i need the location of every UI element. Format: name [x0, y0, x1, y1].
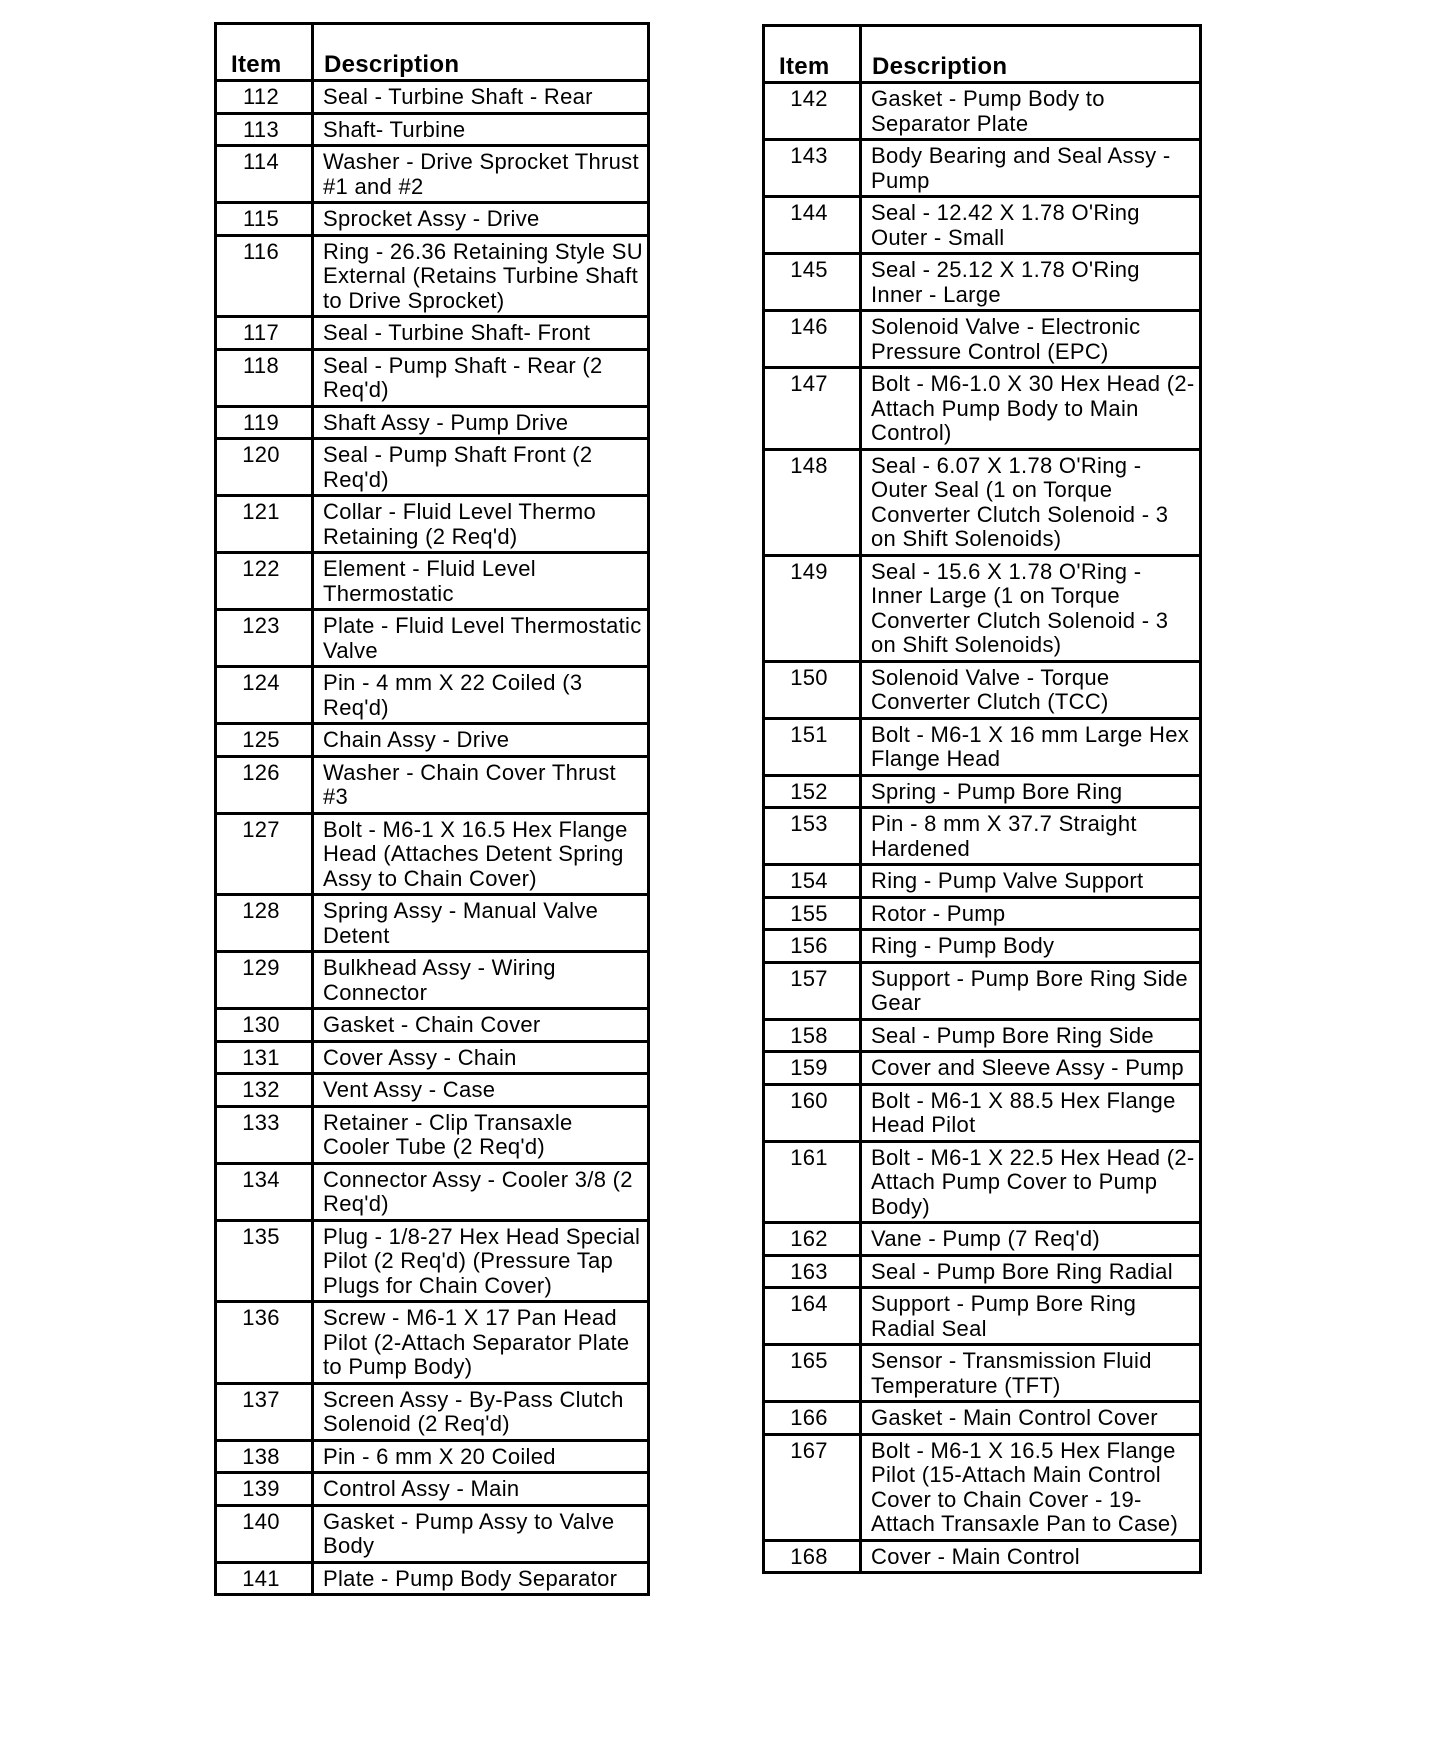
item-description: Cover Assy - Chain [313, 1041, 649, 1074]
table-row [764, 808, 1201, 865]
parts-table-left [214, 22, 650, 1596]
item-number: 141 [216, 1562, 313, 1595]
table-row [764, 368, 1201, 450]
item-number: 155 [764, 897, 861, 930]
item-description: Body Bearing and Seal Assy - Pump [861, 140, 1201, 197]
table-row [764, 1084, 1201, 1141]
item-number: 120 [216, 439, 313, 496]
parts-table-right [762, 24, 1202, 1574]
item-description: Solenoid Valve - Torque Converter Clutch (TCC) [861, 661, 1201, 718]
table-row [764, 661, 1201, 718]
item-description: Plug - 1/8-27 Hex Head Special Pilot (2 Req'd) (Pressure Tap Plugs for Chain Cover) [313, 1220, 649, 1302]
item-number: 136 [216, 1302, 313, 1384]
item-description: Screw - M6-1 X 17 Pan Head Pilot (2-Attach Separator Plate to Pump Body) [313, 1302, 649, 1384]
item-description: Ring - Pump Body [861, 930, 1201, 963]
item-number: 113 [216, 113, 313, 146]
table-row [764, 1402, 1201, 1435]
item-number: 125 [216, 724, 313, 757]
item-number: 115 [216, 203, 313, 236]
table-row [216, 1106, 649, 1163]
table-row [764, 555, 1201, 661]
table-row [764, 897, 1201, 930]
item-description: Rotor - Pump [861, 897, 1201, 930]
table-row [764, 1052, 1201, 1085]
table-row [216, 113, 649, 146]
item-number: 114 [216, 146, 313, 203]
item-number: 161 [764, 1141, 861, 1223]
item-number: 143 [764, 140, 861, 197]
table-row [216, 1302, 649, 1384]
item-number: 148 [764, 449, 861, 555]
item-description: Seal - 25.12 X 1.78 O'Ring Inner - Large [861, 254, 1201, 311]
item-description: Seal - Turbine Shaft- Front [313, 317, 649, 350]
item-description: Washer - Chain Cover Thrust #3 [313, 756, 649, 813]
table-row [764, 1223, 1201, 1256]
item-number: 151 [764, 718, 861, 775]
item-description: Solenoid Valve - Electronic Pressure Control (EPC) [861, 311, 1201, 368]
table-row [216, 1009, 649, 1042]
table-row [764, 1255, 1201, 1288]
table-row [216, 610, 649, 667]
item-number: 165 [764, 1345, 861, 1402]
item-description: Retainer - Clip Transaxle Cooler Tube (2 Req'd) [313, 1106, 649, 1163]
item-number: 117 [216, 317, 313, 350]
table-row [764, 930, 1201, 963]
item-number: 152 [764, 775, 861, 808]
item-description: Seal - 6.07 X 1.78 O'Ring - Outer Seal (1 on Torque Converter Clutch Solenoid - 3 on Shift Solenoids) [861, 449, 1201, 555]
item-description: Bolt - M6-1 X 22.5 Hex Head (2-Attach Pump Cover to Pump Body) [861, 1141, 1201, 1223]
item-description: Sensor - Transmission Fluid Temperature (TFT) [861, 1345, 1201, 1402]
item-number: 135 [216, 1220, 313, 1302]
table-row [216, 1505, 649, 1562]
item-description: Connector Assy - Cooler 3/8 (2 Req'd) [313, 1163, 649, 1220]
item-description: Control Assy - Main [313, 1473, 649, 1506]
item-number: 147 [764, 368, 861, 450]
item-description: Chain Assy - Drive [313, 724, 649, 757]
table-row [216, 1473, 649, 1506]
item-description: Support - Pump Bore Ring Side Gear [861, 962, 1201, 1019]
item-number: 133 [216, 1106, 313, 1163]
item-number: 118 [216, 349, 313, 406]
table-row [216, 1562, 649, 1595]
header-row [216, 24, 649, 81]
parts-table-body [216, 81, 649, 1595]
table-row [216, 756, 649, 813]
item-description: Seal - Pump Bore Ring Radial [861, 1255, 1201, 1288]
item-description: Bolt - M6-1 X 16.5 Hex Flange Pilot (15-Attach Main Control Cover to Chain Cover - 19-Attach Transaxle Pan to Case) [861, 1434, 1201, 1540]
item-description: Collar - Fluid Level Thermo Retaining (2 Req'd) [313, 496, 649, 553]
item-description: Spring Assy - Manual Valve Detent [313, 895, 649, 952]
table-row [216, 667, 649, 724]
item-number: 121 [216, 496, 313, 553]
item-description: Bolt - M6-1 X 16 mm Large Hex Flange Head [861, 718, 1201, 775]
item-number: 162 [764, 1223, 861, 1256]
item-description: Cover - Main Control [861, 1540, 1201, 1573]
item-number: 134 [216, 1163, 313, 1220]
item-number: 123 [216, 610, 313, 667]
item-description: Gasket - Pump Assy to Valve Body [313, 1505, 649, 1562]
item-number: 146 [764, 311, 861, 368]
item-description: Bolt - M6-1 X 88.5 Hex Flange Head Pilot [861, 1084, 1201, 1141]
item-number: 116 [216, 235, 313, 317]
item-number: 159 [764, 1052, 861, 1085]
column-header-description: Description [313, 24, 649, 81]
table-row [216, 81, 649, 114]
table-row [216, 1383, 649, 1440]
table-row [764, 718, 1201, 775]
item-description: Washer - Drive Sprocket Thrust #1 and #2 [313, 146, 649, 203]
item-description: Sprocket Assy - Drive [313, 203, 649, 236]
table-row [764, 865, 1201, 898]
item-description: Pin - 8 mm X 37.7 Straight Hardened [861, 808, 1201, 865]
table-row [216, 496, 649, 553]
item-number: 166 [764, 1402, 861, 1435]
item-number: 138 [216, 1440, 313, 1473]
item-number: 124 [216, 667, 313, 724]
item-description: Ring - 26.36 Retaining Style SU External (Retains Turbine Shaft to Drive Sprocket) [313, 235, 649, 317]
item-description: Gasket - Pump Body to Separator Plate [861, 83, 1201, 140]
item-number: 156 [764, 930, 861, 963]
item-description: Shaft Assy - Pump Drive [313, 406, 649, 439]
item-description: Vent Assy - Case [313, 1074, 649, 1107]
item-description: Support - Pump Bore Ring Radial Seal [861, 1288, 1201, 1345]
item-number: 154 [764, 865, 861, 898]
item-description: Bolt - M6-1.0 X 30 Hex Head (2-Attach Pump Body to Main Control) [861, 368, 1201, 450]
item-number: 144 [764, 197, 861, 254]
table-row [764, 254, 1201, 311]
item-number: 164 [764, 1288, 861, 1345]
item-description: Cover and Sleeve Assy - Pump [861, 1052, 1201, 1085]
table-row [216, 553, 649, 610]
item-description: Plate - Fluid Level Thermostatic Valve [313, 610, 649, 667]
table-row [764, 449, 1201, 555]
table-row [216, 952, 649, 1009]
table-row [764, 1345, 1201, 1402]
column-header-item: Item [764, 26, 861, 83]
item-number: 130 [216, 1009, 313, 1042]
table-row [216, 235, 649, 317]
item-number: 158 [764, 1019, 861, 1052]
item-number: 140 [216, 1505, 313, 1562]
item-description: Seal - Turbine Shaft - Rear [313, 81, 649, 114]
table-row [216, 1440, 649, 1473]
item-description: Shaft- Turbine [313, 113, 649, 146]
table-row [216, 895, 649, 952]
table-row [216, 146, 649, 203]
item-number: 126 [216, 756, 313, 813]
header-row [764, 26, 1201, 83]
item-number: 131 [216, 1041, 313, 1074]
table-row [764, 83, 1201, 140]
table-row [216, 349, 649, 406]
item-description: Spring - Pump Bore Ring [861, 775, 1201, 808]
column-header-description: Description [861, 26, 1201, 83]
item-description: Gasket - Main Control Cover [861, 1402, 1201, 1435]
item-description: Vane - Pump (7 Req'd) [861, 1223, 1201, 1256]
item-number: 150 [764, 661, 861, 718]
item-number: 122 [216, 553, 313, 610]
item-number: 119 [216, 406, 313, 439]
table-row [764, 311, 1201, 368]
table-row [216, 724, 649, 757]
item-number: 149 [764, 555, 861, 661]
column-header-item: Item [216, 24, 313, 81]
item-description: Pin - 6 mm X 20 Coiled [313, 1440, 649, 1473]
item-number: 168 [764, 1540, 861, 1573]
table-row [764, 140, 1201, 197]
table-row [764, 197, 1201, 254]
table-row [216, 1074, 649, 1107]
item-number: 137 [216, 1383, 313, 1440]
item-description: Element - Fluid Level Thermostatic [313, 553, 649, 610]
item-number: 167 [764, 1434, 861, 1540]
table-row [216, 1041, 649, 1074]
table-row [764, 1141, 1201, 1223]
table-row [764, 962, 1201, 1019]
parts-table-body [764, 83, 1201, 1573]
item-number: 127 [216, 813, 313, 895]
item-number: 160 [764, 1084, 861, 1141]
item-description: Screen Assy - By-Pass Clutch Solenoid (2 Req'd) [313, 1383, 649, 1440]
table-row [764, 1019, 1201, 1052]
table-row [216, 439, 649, 496]
table-row [216, 1163, 649, 1220]
table-row [216, 406, 649, 439]
item-number: 129 [216, 952, 313, 1009]
item-number: 153 [764, 808, 861, 865]
item-description: Plate - Pump Body Separator [313, 1562, 649, 1595]
item-description: Ring - Pump Valve Support [861, 865, 1201, 898]
table-row [216, 1220, 649, 1302]
item-description: Gasket - Chain Cover [313, 1009, 649, 1042]
item-description: Bulkhead Assy - Wiring Connector [313, 952, 649, 1009]
item-description: Seal - 15.6 X 1.78 O'Ring - Inner Large (1 on Torque Converter Clutch Solenoid - 3 on Shift Solenoids) [861, 555, 1201, 661]
item-number: 112 [216, 81, 313, 114]
item-number: 132 [216, 1074, 313, 1107]
table-row [764, 775, 1201, 808]
item-description: Bolt - M6-1 X 16.5 Hex Flange Head (Attaches Detent Spring Assy to Chain Cover) [313, 813, 649, 895]
item-description: Seal - 12.42 X 1.78 O'Ring Outer - Small [861, 197, 1201, 254]
table-row [764, 1288, 1201, 1345]
table-row [764, 1540, 1201, 1573]
table-row [216, 317, 649, 350]
table-row [216, 813, 649, 895]
item-description: Seal - Pump Bore Ring Side [861, 1019, 1201, 1052]
item-number: 128 [216, 895, 313, 952]
item-description: Pin - 4 mm X 22 Coiled (3 Req'd) [313, 667, 649, 724]
table-row [764, 1434, 1201, 1540]
item-number: 139 [216, 1473, 313, 1506]
item-number: 157 [764, 962, 861, 1019]
item-number: 163 [764, 1255, 861, 1288]
item-number: 145 [764, 254, 861, 311]
item-number: 142 [764, 83, 861, 140]
item-description: Seal - Pump Shaft Front (2 Req'd) [313, 439, 649, 496]
item-description: Seal - Pump Shaft - Rear (2 Req'd) [313, 349, 649, 406]
table-row [216, 203, 649, 236]
